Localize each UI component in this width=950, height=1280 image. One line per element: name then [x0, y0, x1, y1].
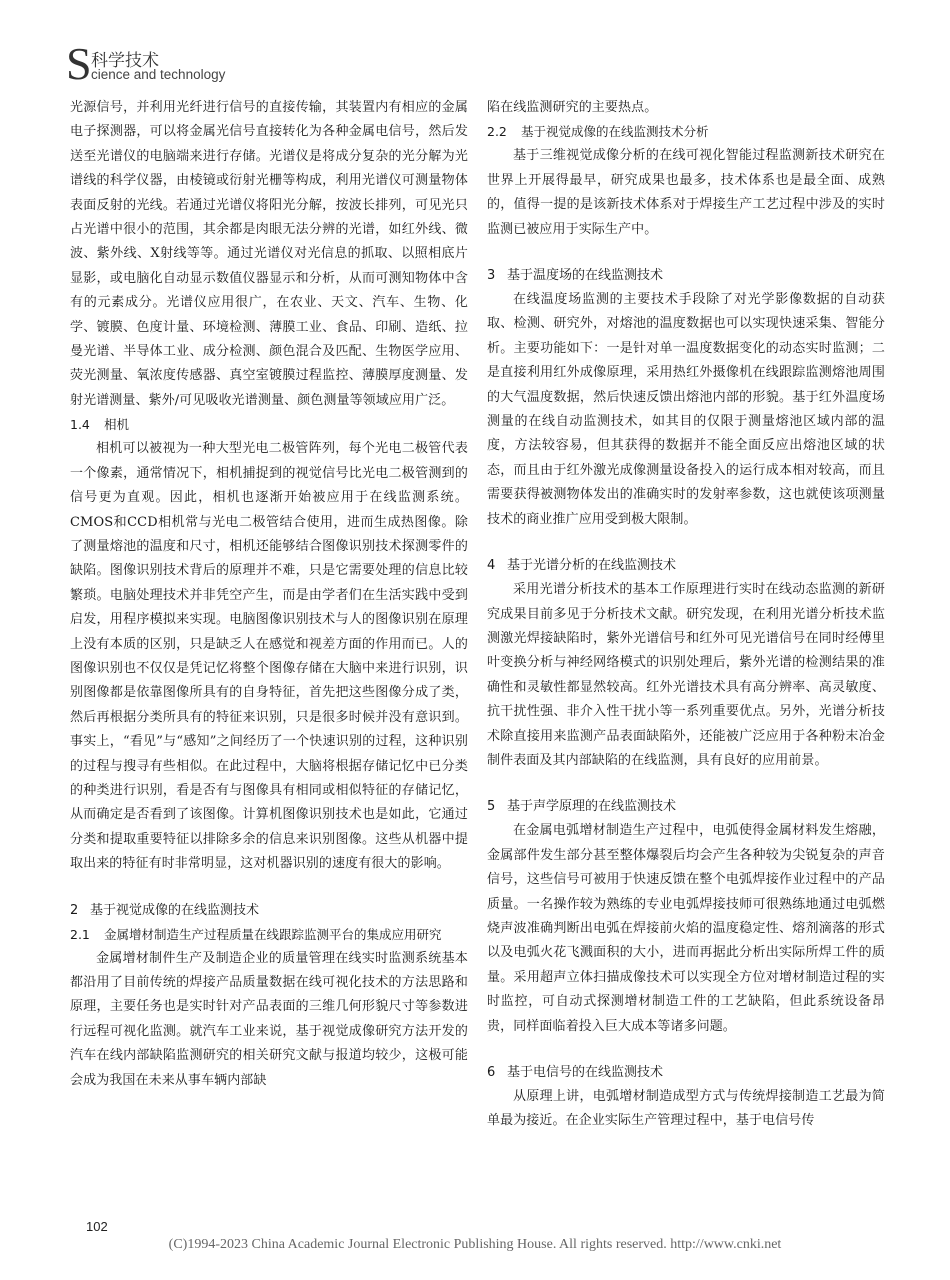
section-number: 4 — [487, 558, 496, 574]
section-title: 相机 — [104, 417, 130, 433]
section-title: 基于电信号的在线监测技术 — [507, 1065, 664, 1080]
paragraph: 在金属电弧增材制造生产过程中，电弧使得金属材料发生熔融，金属部件发生部分甚至整体爆裂后均会产生各种较为尖锐复杂的声音信号，这些信号可被用于快速反馈在整个电弧焊接作业过程中的产品质量。一名操作较为熟练的专业电弧焊接技师可很熟练地通过电弧燃烧声波准确判断出电弧在焊接前火焰的温度稳定性、熔剂滴落的形式以及电弧火花飞溅面积的大小，进而再据此分析出实际所焊工件的质量。采用超声立体扫描成像技术可以实现全方位对增材制造过程的实时监控，可自动式探测增材制造工件的工艺缺陷，但此系统设备昂贵，同样面临着投入巨大成本等诸多问题。 — [487, 823, 885, 1034]
section-heading-1-4 — [70, 413, 468, 437]
paragraph: 陷在线监测研究的主要热点。 — [487, 100, 658, 115]
section-number: 2 — [70, 902, 79, 918]
section-number: 2.1 — [70, 926, 90, 942]
journal-logo-letter: S — [66, 38, 92, 89]
section-number: 6 — [487, 1065, 496, 1080]
section-title: 基于温度场的在线监测技术 — [507, 268, 664, 284]
paragraph: 从原理上讲，电弧增材制造成型方式与传统焊接制造工艺最为简单最为接近。在企业实际生产管理过程中，基于电信号传 — [487, 1089, 885, 1129]
journal-title-en: cience and technology — [91, 67, 226, 82]
section-heading-2-2 — [487, 120, 885, 144]
section-title: 基于声学原理的在线监测技术 — [507, 799, 677, 815]
journal-title-cn: 科学技术 — [91, 51, 159, 71]
paragraph: 在线温度场监测的主要技术手段除了对光学影像数据的自动获取、检测、研究外，对熔池的温度数据也可以实现快速采集、智能分析。主要功能如下：一是针对单一温度数据变化的动态实时监测；二是直接利用红外成像原理，采用热红外摄像机在线跟踪监测熔池周围的大气温度数据，然后快速反馈出熔池内部的形貌。基于红外温度场测量的在线自动监测技术，如其目的仅限于测量熔池区域内部的温度，方法较容易，但其获得的数据并不能全面反应出熔池区域的状态，而且由于红外激光成像测量设备投入的运行成本相对较高，而且需要获得被测物体发出的准确实时的发射率参数，这也就使该项测量技术的商业推广应用受到极大限制。 — [487, 292, 885, 527]
section-number: 1.4 — [70, 417, 90, 433]
section-title: 金属增材制造生产过程质量在线跟踪监测平台的集成应用研究 — [104, 926, 442, 942]
section-heading-6 — [487, 1061, 885, 1085]
left-column — [70, 96, 468, 1093]
page-number: 102 — [86, 1219, 108, 1234]
paragraph: 相机可以被视为一种大型光电二极管阵列，每个光电二极管代表一个像素，通常情况下，相机捕捉到的视觉信号比光电二极管测到的信号更为直观。因此，相机也逐渐开始被应用于在线监测系统。CMOS和CCD相机常与光电二极管结合使用，进而生成热图像。除了测量熔池的温度和尺寸，相机还能够结合图像识别技术探测零件的缺陷。图像识别技术背后的原理并不难，只是它需要处理的信息比较繁琐。电脑处理技术并非凭空产生，而是由学者们在生活实践中受到启发，用程序模拟来实现。电脑图像识别技术与人的图像识别在原理上没有本质的区别，只是缺乏人在感觉和视差方面的作用而已。人的图像识别也不仅仅是凭记忆将整个图像存储在大脑中来进行识别，识别图像都是依靠图像所具有的自身特征，首先把这些图像分成了类，然后再根据分类所具有的特征来识别，只是很多时候并没有意识到。事实上，“看见”与“感知”之间经历了一个快速识别的过程，这种识别的过程与搜寻有些相似。在此过程中，大脑将根据存储记忆中已分类的种类进行识别，看是否有与图像具有相同或相似特征的存储记忆，从而确定是否看到了该图像。计算机图像识别技术也是如此，它通过分类和提取重要特征以排除多余的信息来识别图像。这些从机器中提取出来的特征有时非常明显，这对机器识别的速度有很大的影响。 — [70, 441, 468, 872]
section-heading-3 — [487, 264, 885, 288]
copyright-notice: (C)1994-2023 China Academic Journal Electronic Publishing House. All rights reserved. http://www.cnki.net — [168, 1237, 782, 1252]
section-heading-4 — [487, 554, 885, 578]
section-number: 3 — [487, 268, 496, 284]
paragraph: 采用光谱分析技术的基本工作原理进行实时在线动态监测的新研究成果目前多见于分析技术文献。研究发现，在利用光谱分析技术监测激光焊接缺陷时，紫外光谱信号和红外可见光谱信号在同时经傅里叶变换分析与神经网络模式的识别处理后，紫外光谱的检测结果的准确性和灵敏性都显然较高。红外光谱技术具有高分辨率、高灵敏度、抗干扰性强、非介入性干扰小等一系列重要优点。另外，光谱分析技术除直接用来监测产品表面缺陷外，还能被广泛应用于各种粉末冶金制件表面及其内部缺陷的在线监测，具有良好的应用前景。 — [487, 582, 885, 768]
right-column — [487, 96, 885, 1134]
section-heading-2 — [70, 899, 468, 923]
paragraph: 金属增材制件生产及制造企业的质量管理在线实时监测系统基本都沿用了目前传统的焊接产品质量数据在线可视化技术的方法思路和原理，主要任务也是实时针对产品表面的三维几何形貌尺寸等参数进行远程可视化监测。就汽车工业来说，基于视觉成像研究方法开发的汽车在线内部缺陷监测研究的相关研究文献与报道均较少，这极可能会成为我国在未来从事车辆内部缺 — [70, 950, 468, 1088]
paragraph: 光源信号，并利用光纤进行信号的直接传输，其装置内有相应的金属电子探测器，可以将金属光信号直接转化为各种金属电信号，然后发送至光谱仪的电脑端来进行存储。光谱仪是将成分复杂的光分解为光谱线的科学仪器，由棱镜或衍射光栅等构成，利用光谱仪可测量物体表面反射的光线。若通过光谱仪将阳光分解，按波长排列，可见光只占光谱中很小的范围，其余都是肉眼无法分辨的光谱，如红外线、微波、紫外线、X射线等等。通过光谱仪对光信息的抓取、以照相底片显影，或电脑化自动显示数值仪器显示和分析，从而可测知物体中含有的元素成分。光谱仪应用很广，在农业、天文、汽车、生物、化学、镀膜、色度计量、环境检测、薄膜工业、食品、印刷、造纸、拉曼光谱、半导体工业、成分检测、颜色混合及匹配、生物医学应用、荧光测量、氧浓度传感器、真空室镀膜过程监控、薄膜厚度测量、发射光谱测量、紫外/可见吸收光谱测量、颜色测量等领域应用广泛。 — [70, 100, 468, 408]
section-title: 基于视觉成像的在线监测技术分析 — [521, 124, 709, 140]
section-number: 5 — [487, 799, 496, 815]
section-heading-2-1 — [70, 923, 468, 947]
section-number: 2.2 — [487, 124, 507, 140]
section-heading-5 — [487, 795, 885, 819]
paragraph: 基于三维视觉成像分析的在线可视化智能过程监测新技术研究在世界上开展得最早，研究成果也最多，技术体系也是最全面、成熟的，值得一提的是该新技术体系对于焊接生产工艺过程中涉及的实时监测已被应用于实际生产中。 — [487, 148, 885, 237]
section-title: 基于视觉成像的在线监测技术 — [90, 902, 260, 918]
section-title: 基于光谱分析的在线监测技术 — [507, 558, 677, 574]
